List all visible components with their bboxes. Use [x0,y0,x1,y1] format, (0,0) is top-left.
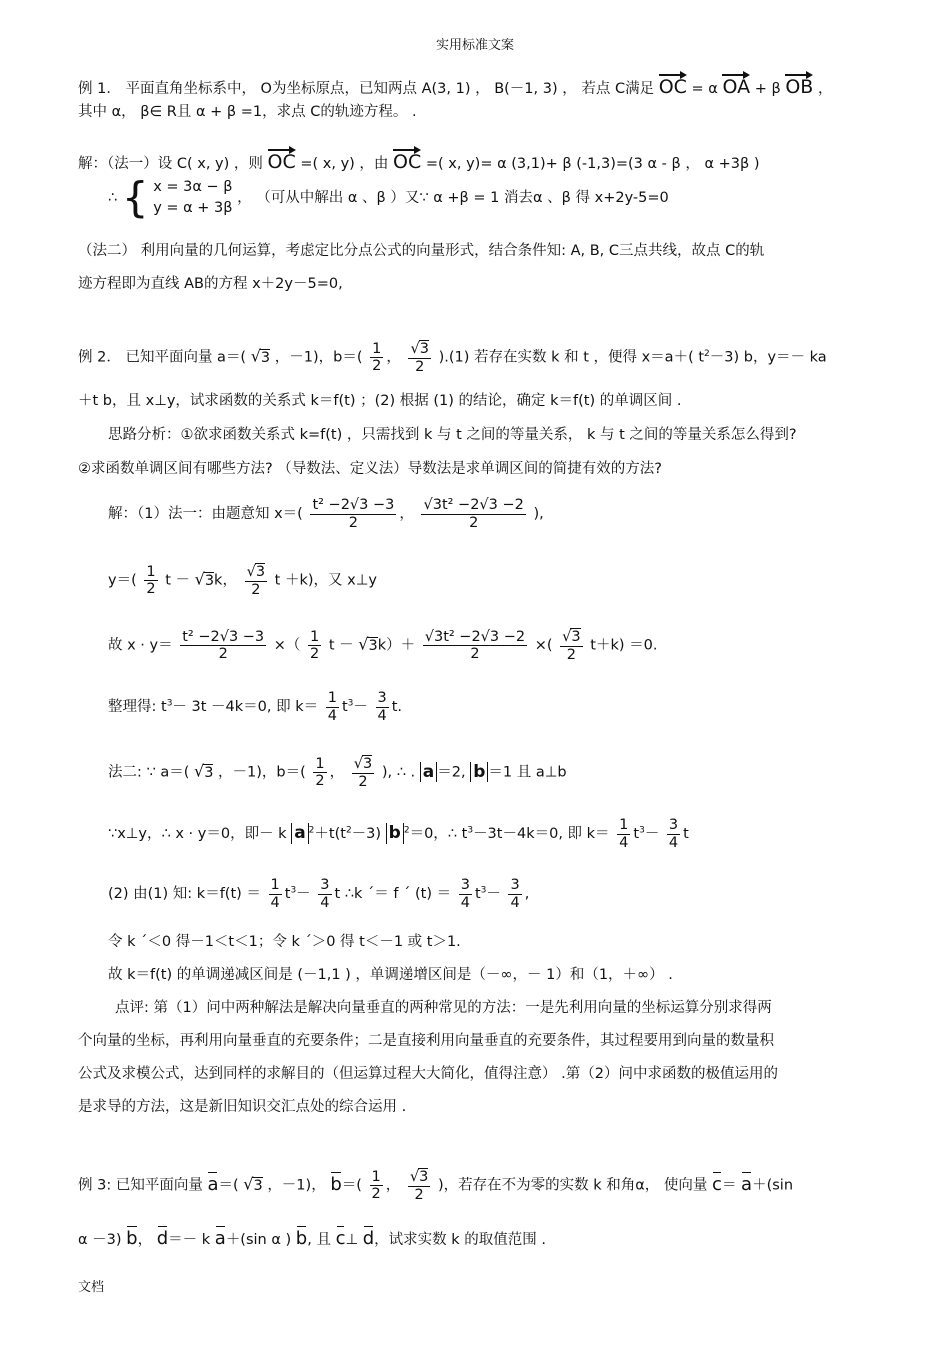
text: ).(1) 若存在实数 k 和 t ，便得 x＝a＋( t [438,349,705,366]
numerator: 1 [310,628,320,645]
system-note: ， （可从中解出 α 、β ）又∵ α +β = 1 消去α 、β 得 x+2y-5=0 [237,190,669,207]
fraction-x2 [421,497,525,531]
vector-b: b [295,1228,308,1249]
numerator: 1 [315,755,325,772]
sol-text-c: =( x, y)= α (3,1)+ β (-1,3)=(3 α - β ， α +3β ) [425,156,760,172]
fraction-1-4 [269,877,282,911]
system-eq2: y = α + 3β [153,200,233,217]
denominator: 2 [469,514,479,531]
numerator [245,563,267,582]
method2-ex2: 法二: ∵ a＝( √3 ，－1)，b＝( $\frac{1}{2}$ ， $\frac{√3}{2}$ ), ∴ . a ＝2, b ＝1 且 a⊥b [108,755,567,790]
fraction-sqrt3-2 [352,755,374,790]
text: 解：（1）法一：由题意知 x＝( [108,506,303,523]
denominator: 2 [348,514,359,531]
simplify-line [108,690,402,724]
text: ，－1)， [267,1177,326,1194]
vector-b: b [330,1173,342,1195]
text: ＝－ k [168,1232,211,1248]
fraction-x2 [423,629,527,663]
text: ×( [534,637,553,654]
denominator: 2 [218,646,228,663]
example1-line1 [78,70,832,99]
denominator: 2 [415,358,425,375]
superscript: 3 [467,825,474,836]
text: t [284,886,291,903]
text: ＝2, [437,764,466,781]
text: t ＋k)，又 x⊥y [274,572,377,589]
text: － [296,886,311,903]
sol-text-a: 解：（法一）设 C( x, y) ，则 [78,156,263,172]
superscript: 2 [308,825,315,836]
text: t [633,826,640,843]
superscript: 2 [704,348,710,359]
page-header: 实用标准文案 [435,38,514,53]
vector-oc: OC [393,145,421,174]
sqrt-icon: √ [246,564,256,580]
method2-line1: （法二） 利用向量的几何运算，考虑定比分点公式的向量形式，结合条件知: A, B, C三点共线，故点 C的轨 [78,243,765,259]
fraction-1-2 [313,756,326,790]
example2-line2: ＋t b，且 x⊥y，试求函数的关系式 k＝f(t) ；(2) 根据 (1) 的结论，确定 k＝f(t) 的单调区间 . [78,393,682,409]
text: ＝ [721,1177,737,1194]
numerator [408,340,430,359]
text: －3) b，y＝－ ka [709,349,827,366]
text: α －3) [78,1232,122,1248]
denominator: 4 [510,894,520,911]
comment-line3: 公式及求模公式，达到同样的求解目的（但运算过程大大简化，值得注意） .第（2）问中求函数的极值运用的 [78,1066,778,1082]
text: k）＋ [377,637,416,654]
text: － [486,886,501,903]
numerator: t² −2√3 −3 [182,628,265,645]
numerator: 1 [327,690,337,706]
example1-solution1 [78,145,760,174]
dot-product-equation [108,628,657,663]
numerator [352,755,374,774]
page-footer: 文档 [78,1280,105,1295]
therefore-symbol: ∴ [108,190,118,207]
vector-b: b [126,1228,138,1249]
numerator: 3 [377,690,387,706]
numerator: 3 [668,817,679,833]
fraction-sqrt3-2 [408,1168,430,1203]
text: k， [214,572,237,589]
fraction-x1 [310,497,396,531]
radicand: 3 [571,629,581,645]
fraction-sqrt3-2 [245,563,267,598]
denominator: 2 [358,773,368,790]
numerator: 1 [619,817,629,833]
example1-text: 例 1． 平面直角坐标系中， O为坐标原点，已知两点 A(3, 1) ， B(－1, 3) ， 若点 C满足 [78,81,655,97]
derivative-sign-line: 令 k ´＜0 得－1＜t＜1；令 k ´＞0 得 t＜－1 或 t＞1. [108,934,461,950]
radicand: 3 [368,637,378,654]
text: t － [328,637,354,654]
comma: ， [817,81,833,97]
radicand: 3 [260,349,271,366]
radicand: 3 [419,1169,429,1185]
denominator: 2 [566,646,577,663]
numerator: 3 [510,877,520,893]
numerator: 1 [146,563,156,580]
perp-symbol: ⊥ [345,1232,359,1248]
plus-beta: + β [754,81,781,97]
comment-line2: 个向量的坐标，再利用向量垂直的充要条件；二是直接利用向量垂直的充要条件，其过程要用到向量的数量积 [78,1033,774,1049]
idea-line2: ②求函数单调区间有哪些方法? （导数法、定义法）导数法是求单调区间的简捷有效的方法? [78,461,662,477]
sol-text-b: =( x, y) ，由 [300,156,389,172]
text: t － [165,572,190,589]
left-brace-icon: { [121,173,149,223]
text: 故 x · y＝ [108,637,173,654]
text: ∵x⊥y，∴ x · y＝0，即－ k [108,826,287,843]
monotonic-interval-line: 故 k＝f(t) 的单调递减区间是 (－1,1 ) ，单调递增区间是（－∞，－ 1）和（1，＋∞） . [108,967,673,983]
fraction-1-2 [370,341,383,375]
sqrt-icon: √ [353,756,363,772]
text: 例 2． 已知平面向量 a＝( [78,349,247,366]
fraction-1-4 [326,690,339,724]
magnitude-a: a [291,823,308,843]
comment-line4: 是求导的方法，这是新旧知识交汇点处的综合运用 . [78,1099,407,1115]
fraction-3-4 [376,690,389,724]
vector-a: a [214,1228,226,1249]
text: t [341,699,348,716]
denominator: 4 [460,894,470,911]
fraction-x1 [180,629,266,663]
text: ×（ [273,637,301,654]
text: － [353,699,368,716]
vector-a: a [741,1173,753,1195]
text: t ∴k ´＝ f ´ (t) ＝ [334,886,452,903]
vector-ob: OB [785,70,813,99]
equation-system [108,173,669,223]
text: ), ∴ . [381,764,416,781]
fraction-1-2 [144,564,157,598]
fraction-1-2 [370,1169,383,1203]
text: ＋t(t [314,826,346,843]
vector-a: a [207,1173,219,1195]
magnitude-b: b [470,762,488,782]
sqrt-icon: √ [562,629,572,645]
fraction-3-4 [318,877,331,911]
sqrt-icon: √ [193,761,205,781]
comment-line1: 点评: 第（1）问中两种解法是解决向量垂直的两种常见的方法：一是先利用向量的坐标运算分别求得两 [115,1000,772,1016]
text: t [474,886,481,903]
text: , [524,886,530,903]
denominator: 4 [668,834,679,851]
denominator: 2 [315,773,325,790]
superscript: 3 [290,885,297,896]
system-eq1: x = 3α − β [153,179,233,195]
sqrt-icon: √ [243,1174,254,1194]
fraction-3-4 [459,877,472,911]
text: y＝( [108,572,137,589]
vector-oc: OC [268,145,296,174]
superscript: 3 [347,698,354,709]
example3-line2 [78,1228,546,1250]
eq-alpha: = α [691,81,718,97]
superscript: 3 [639,825,645,836]
text: －3t－4k＝0, 即 k＝ [473,826,610,843]
numerator: 1 [372,340,382,357]
numerator [560,628,582,647]
idea-line1: 思路分析：①欲求函数关系式 k=f(t) ，只需找到 k 与 t 之间的等量关系， k 与 t 之间的等量关系怎么得到? [108,427,797,443]
denominator: 2 [414,1186,424,1203]
part2-line [108,877,529,911]
text: ，－1)，b＝( [218,764,306,781]
fraction-1-2 [308,629,321,663]
example2-line1: 例 2． 已知平面向量 a＝( √3 ，－1)，b＝( $\frac{1}{2}$ ， $\frac{√3}{2}$ ).(1) 若存在实数 k 和 t ，便得 x＝a＋( $t^2-3$) b，y＝－ ka [78,340,827,375]
denominator: 2 [310,646,320,663]
superscript: 3 [166,698,173,709]
radicand: 3 [204,572,215,589]
vector-c: c [335,1228,346,1249]
text: ＋(sin α ) [225,1232,292,1248]
numerator: 3 [460,877,470,893]
denominator: 4 [619,834,629,851]
text: t＋k) ＝0. [590,637,658,654]
sqrt-icon: √ [410,341,420,357]
text: ，试求实数 k 的取值范围 . [374,1232,546,1248]
denominator: 4 [320,894,330,911]
fraction-3-4 [667,817,680,851]
numerator: t² −2√3 −3 [312,497,395,513]
sqrt-icon: √ [409,1169,420,1185]
magnitude-a: a [420,762,437,782]
system-lines [153,177,232,219]
superscript: 3 [480,885,487,896]
solution-x: 解：（1）法一：由题意知 x＝( $\frac{\text{t² −2√3 −3}}{2}$ ， $\frac{\text{√3t² −2√3 −2}}{2}$ ), [108,497,544,531]
example1-line2: 其中 α， β∈ R且 α + β =1，求点 C的轨迹方程。 . [78,104,417,120]
denominator: 4 [377,707,387,724]
text: 例 3: 已知平面向量 [78,1177,203,1194]
radicand: 3 [204,764,214,781]
text: ＝0，∴ t [409,826,468,843]
fraction-sqrt3-2 [408,340,430,375]
text: ＝1 且 a⊥b [488,764,567,781]
numerator: 1 [371,1168,381,1185]
text: 法二: ∵ a＝( [108,764,190,781]
magnitude-b: b [386,823,404,843]
text: ＝( [341,1177,362,1194]
method2-line2: 迹方程即为直线 AB的方程 x＋2y－5=0, [78,276,343,292]
text: t. [391,699,403,716]
text: －3) [351,826,382,843]
text: ， [137,1232,153,1248]
denominator: 2 [470,646,480,663]
radicand: 3 [362,756,373,772]
numerator: √3t² −2√3 −2 [423,497,524,513]
text: － 3t －4k＝0, 即 k＝ [172,699,319,716]
text: ＝( [218,1177,239,1194]
vector-oa: OA [722,70,750,99]
fraction-3-4 [508,877,521,911]
denominator: 2 [372,358,382,375]
text: (2) 由(1) 知: k＝f(t) ＝ [108,886,261,903]
denominator: 2 [251,581,261,598]
text: ，－1)，b＝( [274,349,363,366]
superscript: 2 [345,825,352,836]
vector-d: d [362,1228,375,1249]
numerator: √3t² −2√3 −2 [424,628,526,645]
sqrt-icon: √ [250,346,261,366]
numerator: 3 [320,877,330,893]
perp-line [108,817,689,851]
text: ＋(sin [752,1177,794,1194]
text: , 且 [307,1232,331,1248]
text: )，若存在不为零的实数 k 和角α， 使向量 [437,1177,708,1194]
text: 整理得: t [108,699,167,716]
radicand: 3 [419,341,429,357]
numerator [408,1168,430,1187]
sqrt-icon: √ [358,634,369,654]
denominator: 4 [327,707,337,724]
text: ), [533,506,544,523]
vector-d: d [156,1228,169,1249]
numerator: 1 [270,877,280,893]
example3-line1: 例 3: 已知平面向量 a＝( √3 ，－1)， b＝( $\frac{1}{2}$ ， $\frac{√3}{2}$ )，若存在不为零的实数 k 和角α， 使向量 c＝ a＋(sin [78,1168,794,1203]
denominator: 4 [270,894,280,911]
text: － [644,826,660,843]
vector-oc: OC [659,70,687,99]
solution-y [108,563,377,598]
radicand: 3 [255,564,266,580]
fraction-1-4 [617,817,630,851]
fraction-sqrt3-2 [560,628,582,663]
radicand: 3 [253,1177,263,1194]
text: t [683,826,689,843]
vector-c: c [712,1173,722,1195]
denominator: 2 [146,581,156,598]
sqrt-icon: √ [194,569,205,589]
superscript: 2 [403,825,410,836]
denominator: 2 [371,1186,381,1203]
